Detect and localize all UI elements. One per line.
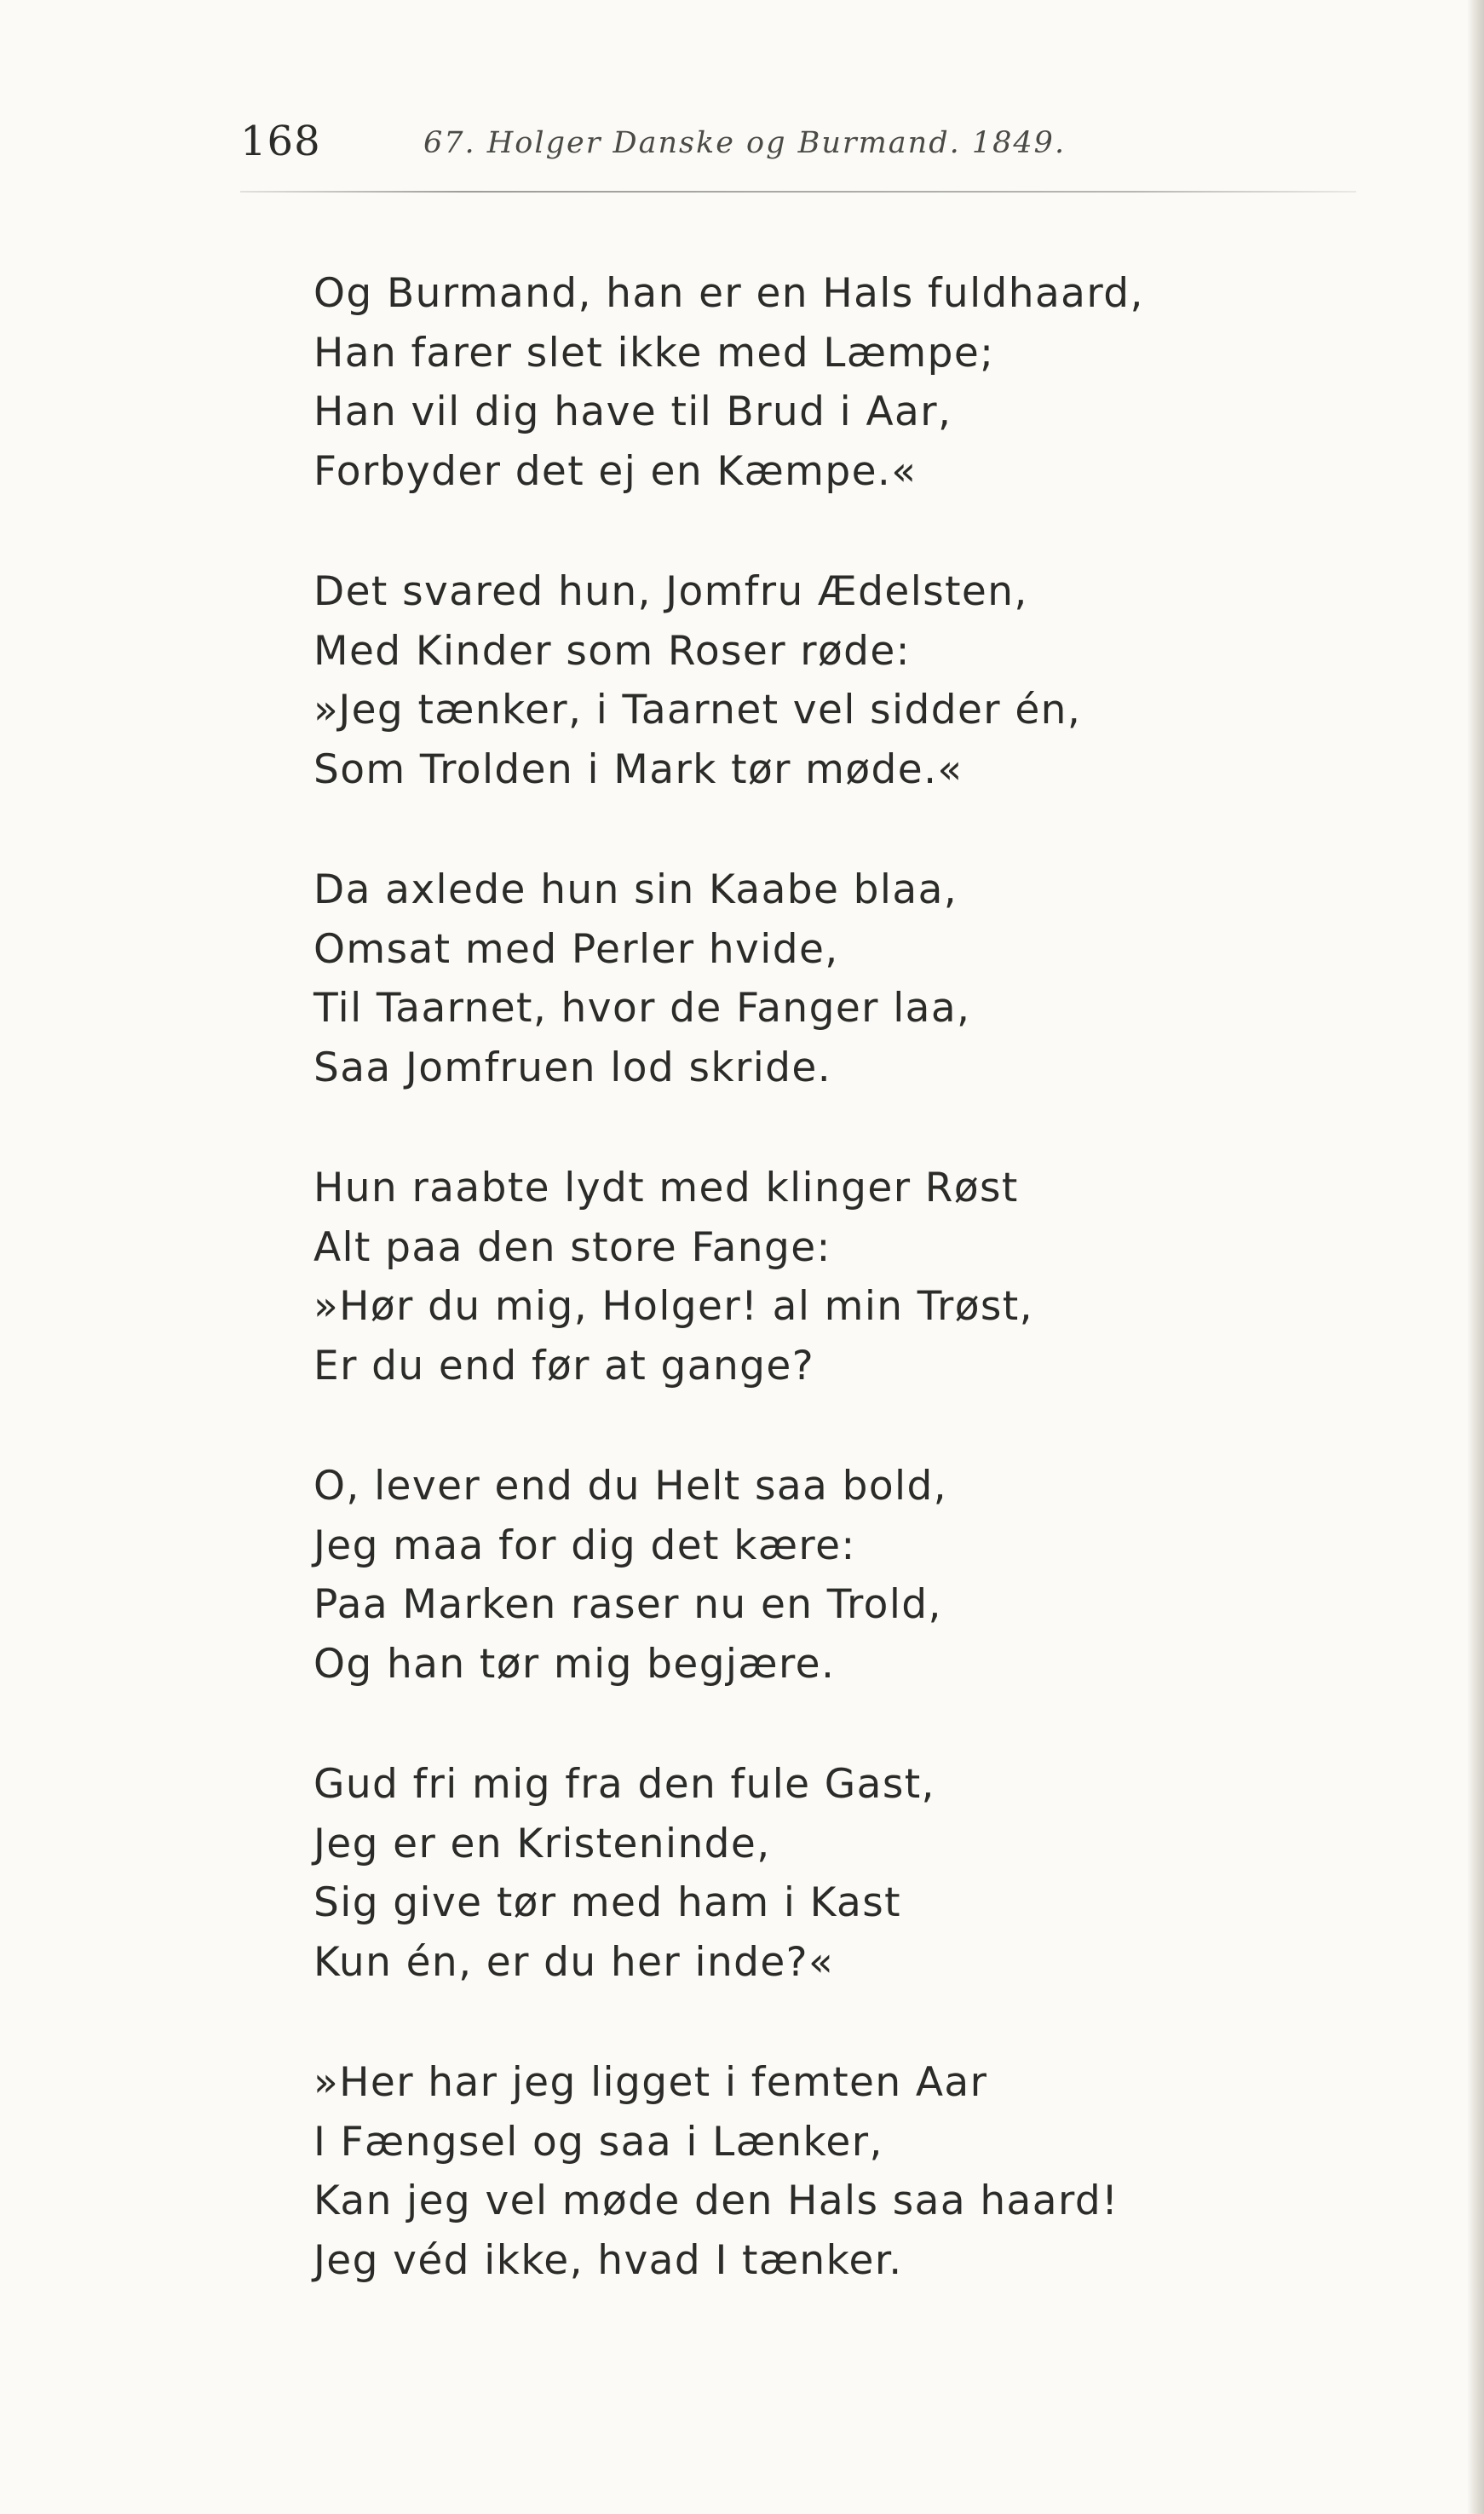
- poem-line: Og han tør mig begjære.: [313, 1640, 836, 1688]
- poem-line: Han farer slet ikke med Læmpe;: [313, 329, 995, 377]
- header-divider: [240, 191, 1356, 193]
- poem-line: Da axlede hun sin Kaabe blaa,: [313, 866, 958, 913]
- poem-line: Saa Jomfruen lod skride.: [313, 1044, 832, 1091]
- poem-body: [313, 264, 1336, 2351]
- poem-line: Omsat med Perler hvide,: [313, 925, 839, 973]
- poem-line: »Jeg tænker, i Taarnet vel sidder én,: [313, 687, 1082, 733]
- poem-line: »Her har jeg ligget i femten Aar: [313, 2059, 988, 2106]
- poem-line: Med Kinder som Roser røde:: [313, 627, 911, 675]
- page-number: 168: [240, 118, 321, 165]
- running-head-title: 67. Holger Danske og Burmand. 1849.: [423, 126, 1067, 160]
- poem-line: Forbyder det ej en Kæmpe.«: [313, 447, 917, 495]
- poem-line: Og Burmand, han er en Hals fuldhaard,: [313, 270, 1144, 317]
- poem-line: Kan jeg vel møde den Hals saa haard!: [313, 2177, 1119, 2224]
- poem-line: Sig give tør med ham i Kast: [313, 1879, 901, 1926]
- stanza-2: [313, 562, 1336, 799]
- page-header: [240, 118, 1373, 177]
- poem-line: Kun én, er du her inde?«: [313, 1938, 835, 1986]
- stanza-5: [313, 1457, 1336, 1694]
- poem-line: Jeg er en Kristeninde,: [313, 1820, 771, 1867]
- poem-line: Jeg véd ikke, hvad I tænker.: [313, 2236, 903, 2284]
- page-edge-shadow: [1467, 0, 1484, 2514]
- stanza-3: [313, 860, 1336, 1097]
- poem-line: Paa Marken raser nu en Trold,: [313, 1581, 942, 1628]
- poem-line: I Fængsel og saa i Lænker,: [313, 2118, 883, 2166]
- stanza-6: [313, 1755, 1336, 1992]
- poem-line: »Hør du mig, Holger! al min Trøst,: [313, 1283, 1033, 1330]
- poem-line: Til Taarnet, hvor de Fanger laa,: [313, 985, 971, 1032]
- poem-line: Gud fri mig fra den fule Gast,: [313, 1761, 935, 1808]
- poem-line: Alt paa den store Fange:: [313, 1223, 831, 1271]
- stanza-4: [313, 1159, 1336, 1395]
- poem-line: Som Trolden i Mark tør møde.«: [313, 745, 963, 793]
- stanza-1: [313, 264, 1336, 501]
- poem-line: Hun raabte lydt med klinger Røst: [313, 1165, 1019, 1211]
- poem-line: O, lever end du Helt saa bold,: [313, 1463, 948, 1510]
- poem-line: Jeg maa for dig det kære:: [313, 1522, 856, 1569]
- poem-line: Det svared hun, Jomfru Ædelsten,: [313, 568, 1028, 615]
- poem-line: Er du end før at gange?: [313, 1342, 815, 1389]
- poem-line: Han vil dig have til Brud i Aar,: [313, 388, 952, 435]
- stanza-7: [313, 2053, 1336, 2290]
